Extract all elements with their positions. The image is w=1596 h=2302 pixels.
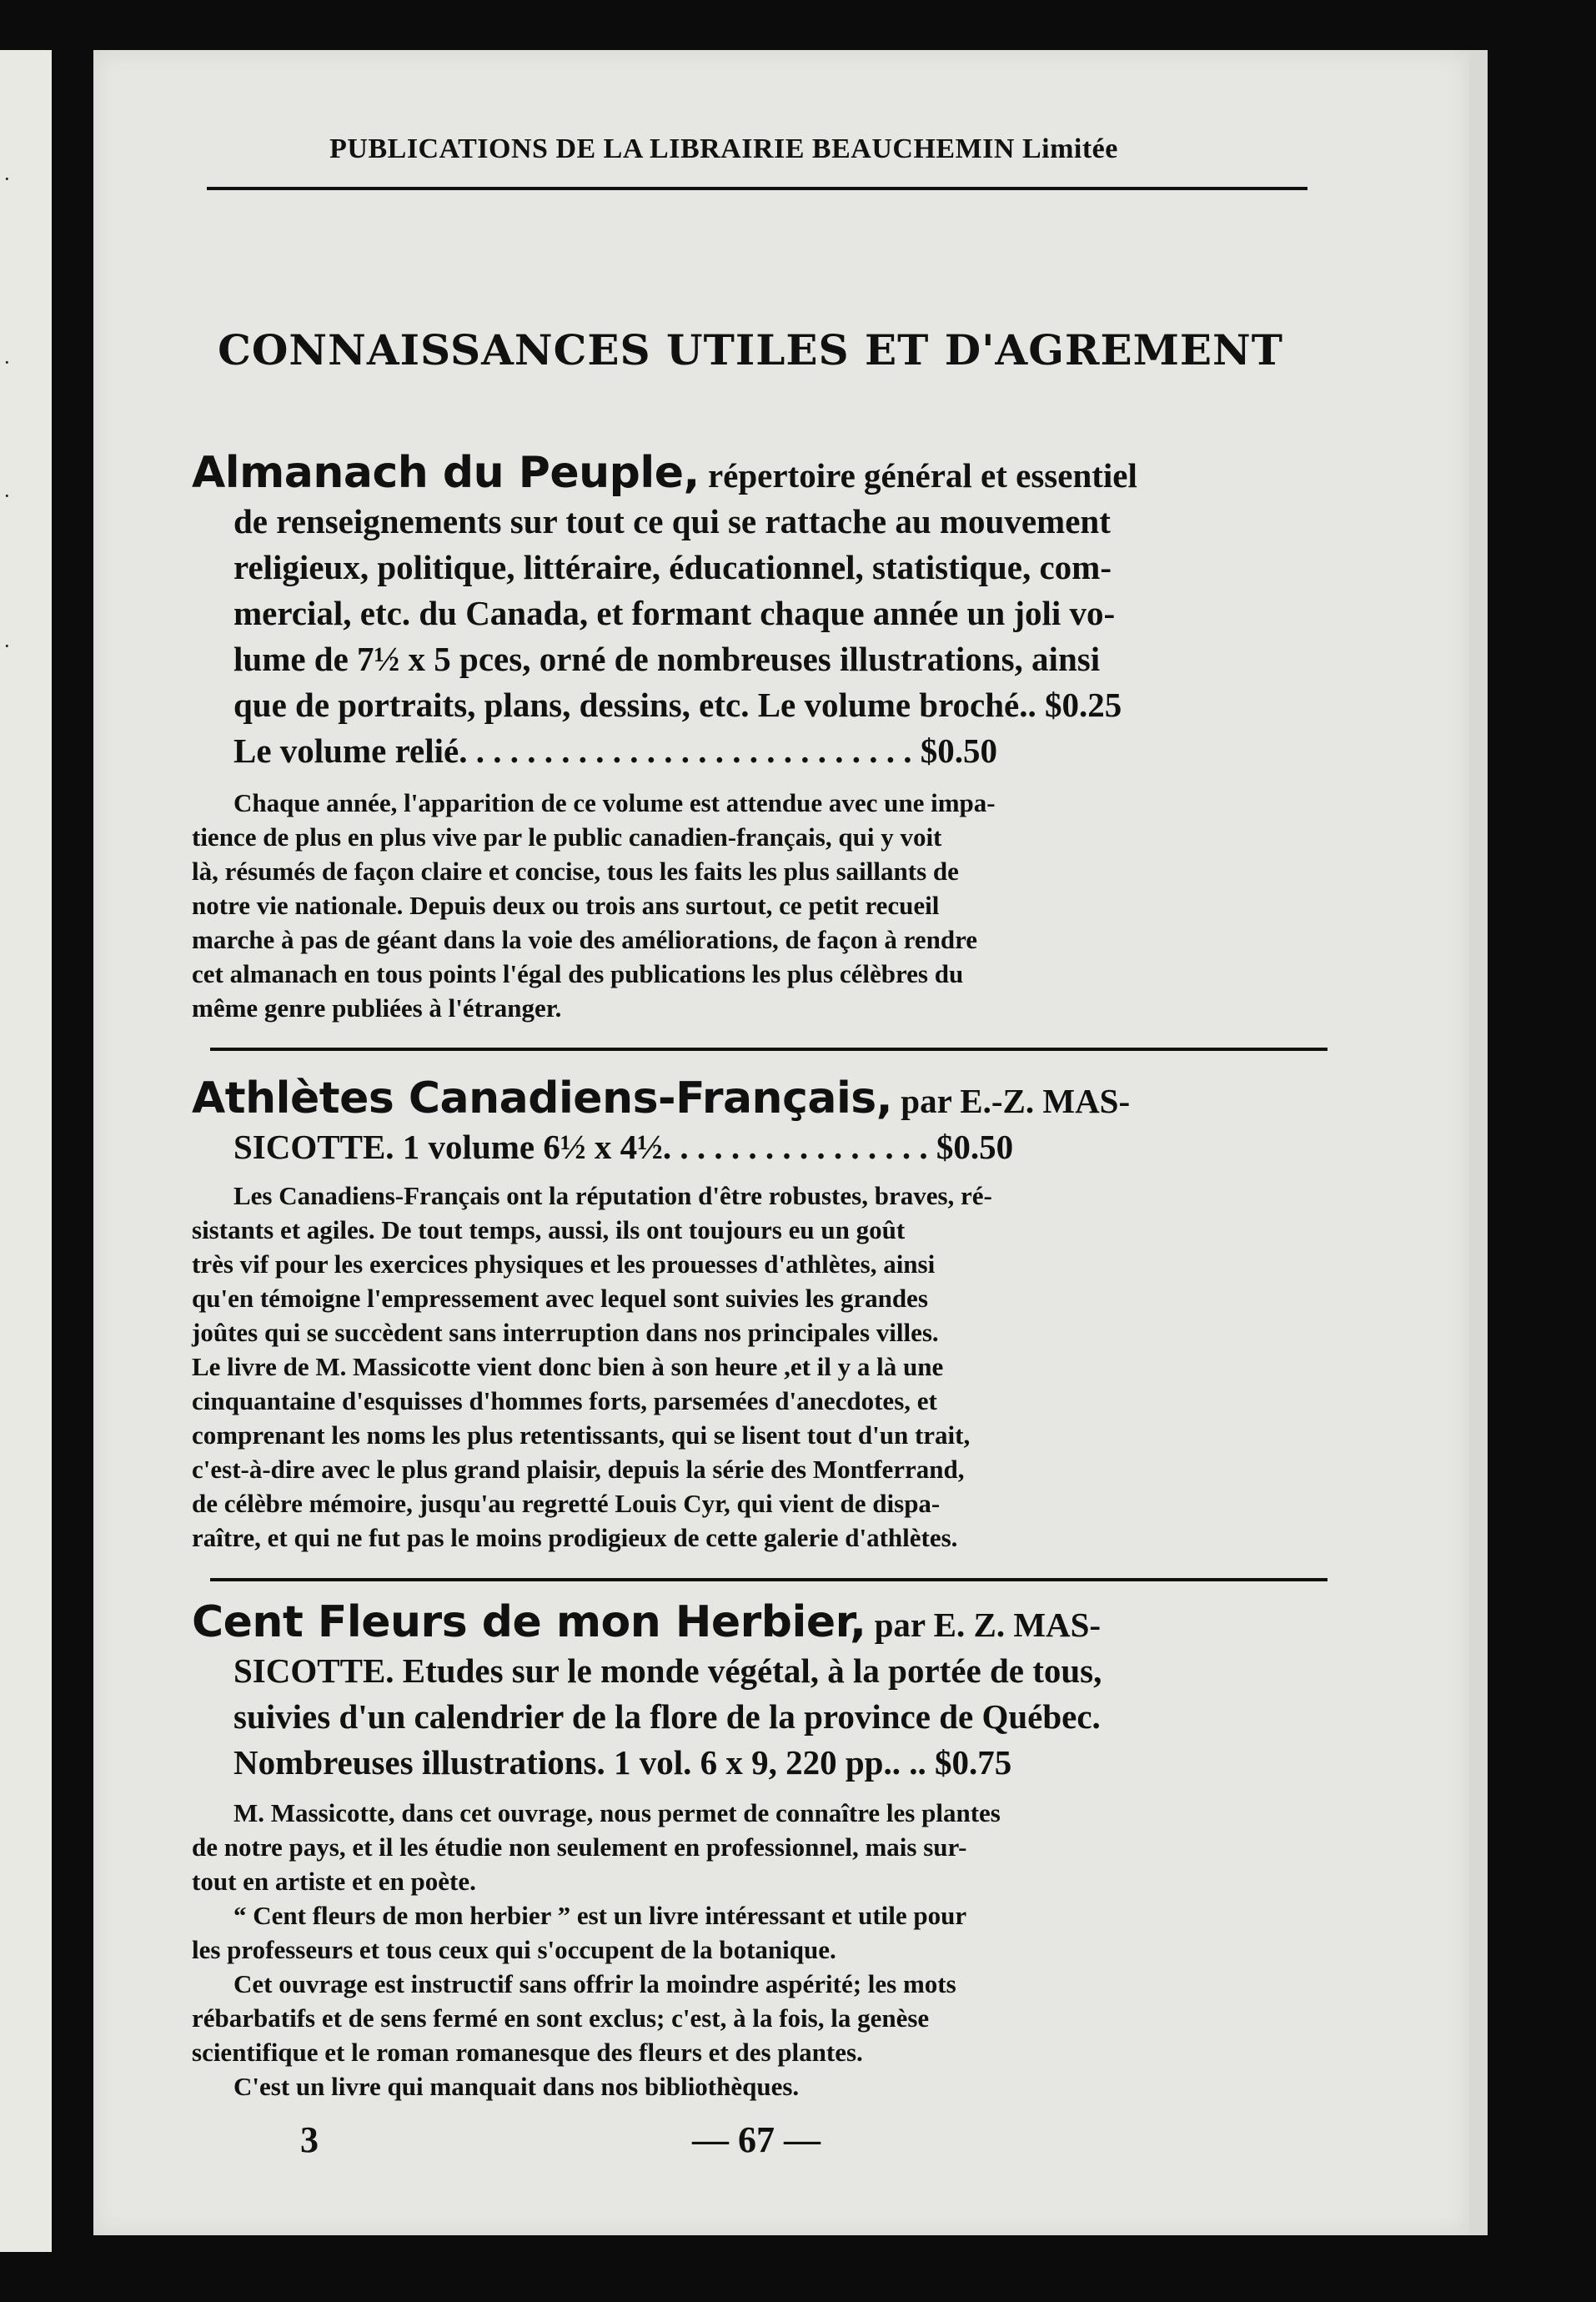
entry-divider (210, 1578, 1327, 1581)
page-number: — 67 — (692, 2119, 821, 2160)
desc-line: Cet ouvrage est instructif sans offrir la moindre aspérité; les mots (233, 1969, 956, 1998)
entry-description (192, 1179, 1326, 1555)
entry-almanach (192, 450, 1326, 1025)
desc-line: “ Cent fleurs de mon herbier ” est un livre intéressant et utile pour (233, 1901, 967, 1930)
desc-line: Le livre de M. Massicotte vient donc bien à son heure ,et il y a là une (192, 1352, 944, 1381)
desc-line: sistants et agiles. De tout temps, aussi, ils ont toujours eu un goût (192, 1215, 906, 1244)
desc-line: C'est un livre qui manquait dans nos bibliothèques. (233, 2072, 800, 2101)
entry-cent-fleurs (192, 1597, 1326, 2103)
desc-line: notre vie nationale. Depuis deux ou trois ans surtout, ce petit recueil (192, 891, 940, 920)
desc-line: tout en artiste et en poète. (192, 1867, 476, 1896)
desc-line: de célèbre mémoire, jusqu'au regretté Louis Cyr, qui vient de dispa- (192, 1489, 941, 1518)
entry-title: Almanach du Peuple, (192, 448, 700, 498)
desc-line: tience de plus en plus vive par le public canadien-français, qui y voit (192, 822, 942, 852)
entry-line: religieux, politique, littéraire, éducationnel, statistique, com- (233, 548, 1112, 586)
desc-line: scientifique et le roman romanesque des fleurs et des plantes. (192, 2038, 863, 2067)
edge-mark: · (3, 484, 11, 508)
header-rule (207, 187, 1307, 190)
desc-line: là, résumés de façon claire et concise, tous les faits les plus saillants de (192, 857, 959, 886)
entry-main-text (192, 1597, 1326, 1786)
desc-line: c'est-à-dire avec le plus grand plaisir, depuis la série des Montferrand, (192, 1455, 965, 1484)
desc-line: marche à pas de géant dans la voie des améliorations, de façon à rendre (192, 925, 978, 954)
entry-line: mercial, etc. du Canada, et formant chaque année un joli vo- (233, 594, 1116, 632)
entry-line: que de portraits, plans, dessins, etc. Le volume broché.. $0.25 (233, 686, 1122, 724)
entry-line: répertoire général et essentiel (707, 456, 1137, 495)
entry-divider (210, 1048, 1327, 1051)
publisher-header: PUBLICATIONS DE LA LIBRAIRIE BEAUCHEMIN Limitée (329, 133, 1118, 164)
desc-line: qu'en témoigne l'empressement avec lequel sont suivies les grandes (192, 1284, 928, 1313)
entry-description (192, 786, 1326, 1025)
desc-line: de notre pays, et il les étudie non seulement en professionnel, mais sur- (192, 1832, 967, 1862)
entry-line: lume de 7½ x 5 pces, orné de nombreuses illustrations, ainsi (233, 640, 1101, 678)
entry-line: par E.-Z. MAS- (901, 1082, 1131, 1120)
signature-mark: 3 (300, 2119, 319, 2160)
desc-line: comprenant les noms les plus retentissants, qui se lisent tout d'un trait, (192, 1420, 971, 1450)
edge-mark: · (3, 634, 11, 658)
entry-line: suivies d'un calendrier de la flore de la province de Québec. (233, 1697, 1101, 1736)
entry-main-text (192, 1073, 1326, 1170)
desc-line: Chaque année, l'apparition de ce volume est attendue avec une impa- (233, 788, 996, 817)
entry-line: par E. Z. MAS- (874, 1606, 1102, 1644)
adjacent-page-strip (0, 50, 52, 2252)
entry-line: de renseignements sur tout ce qui se rattache au mouvement (233, 502, 1111, 540)
desc-line: Les Canadiens-Français ont la réputation d'être robustes, braves, ré- (233, 1181, 992, 1210)
desc-line: joûtes qui se succèdent sans interruption dans nos principales villes. (192, 1318, 939, 1347)
entry-line: Nombreuses illustrations. 1 vol. 6 x 9, 220 pp.. .. $0.75 (233, 1743, 1012, 1782)
edge-mark: · (3, 350, 11, 374)
desc-line: cinquantaine d'esquisses d'hommes forts, parsemées d'anecdotes, et (192, 1386, 937, 1415)
desc-line: M. Massicotte, dans cet ouvrage, nous permet de connaître les plantes (233, 1798, 1001, 1827)
entry-description (192, 1796, 1326, 2103)
entry-athletes (192, 1073, 1326, 1555)
edge-mark: · (3, 167, 11, 191)
page-edge (1469, 50, 1488, 2235)
entry-title: Athlètes Canadiens-Français, (192, 1073, 893, 1123)
entry-line: SICOTTE. 1 volume 6½ x 4½. . . . . . . . . . . . . . . . $0.50 (233, 1128, 1014, 1166)
entry-main-text (192, 450, 1326, 774)
desc-line: même genre publiées à l'étranger. (192, 993, 562, 1023)
desc-line: les professeurs et tous ceux qui s'occupent de la botanique. (192, 1935, 836, 1964)
desc-line: cet almanach en tous points l'égal des publications les plus célèbres du (192, 959, 964, 988)
entry-line: Le volume relié. . . . . . . . . . . . . . . . . . . . . . . . . . . $0.50 (233, 731, 997, 770)
desc-line: très vif pour les exercices physiques et les prouesses d'athlètes, ainsi (192, 1249, 936, 1279)
desc-line: rébarbatifs et de sens fermé en sont exclus; c'est, à la fois, la genèse (192, 2003, 930, 2033)
entry-line: SICOTTE. Etudes sur le monde végétal, à la portée de tous, (233, 1651, 1102, 1690)
desc-line: raître, et qui ne fut pas le moins prodigieux de cette galerie d'athlètes. (192, 1523, 958, 1552)
section-title: CONNAISSANCES UTILES ET D'AGREMENT (218, 325, 1283, 374)
entry-title: Cent Fleurs de mon Herbier, (192, 1597, 866, 1647)
